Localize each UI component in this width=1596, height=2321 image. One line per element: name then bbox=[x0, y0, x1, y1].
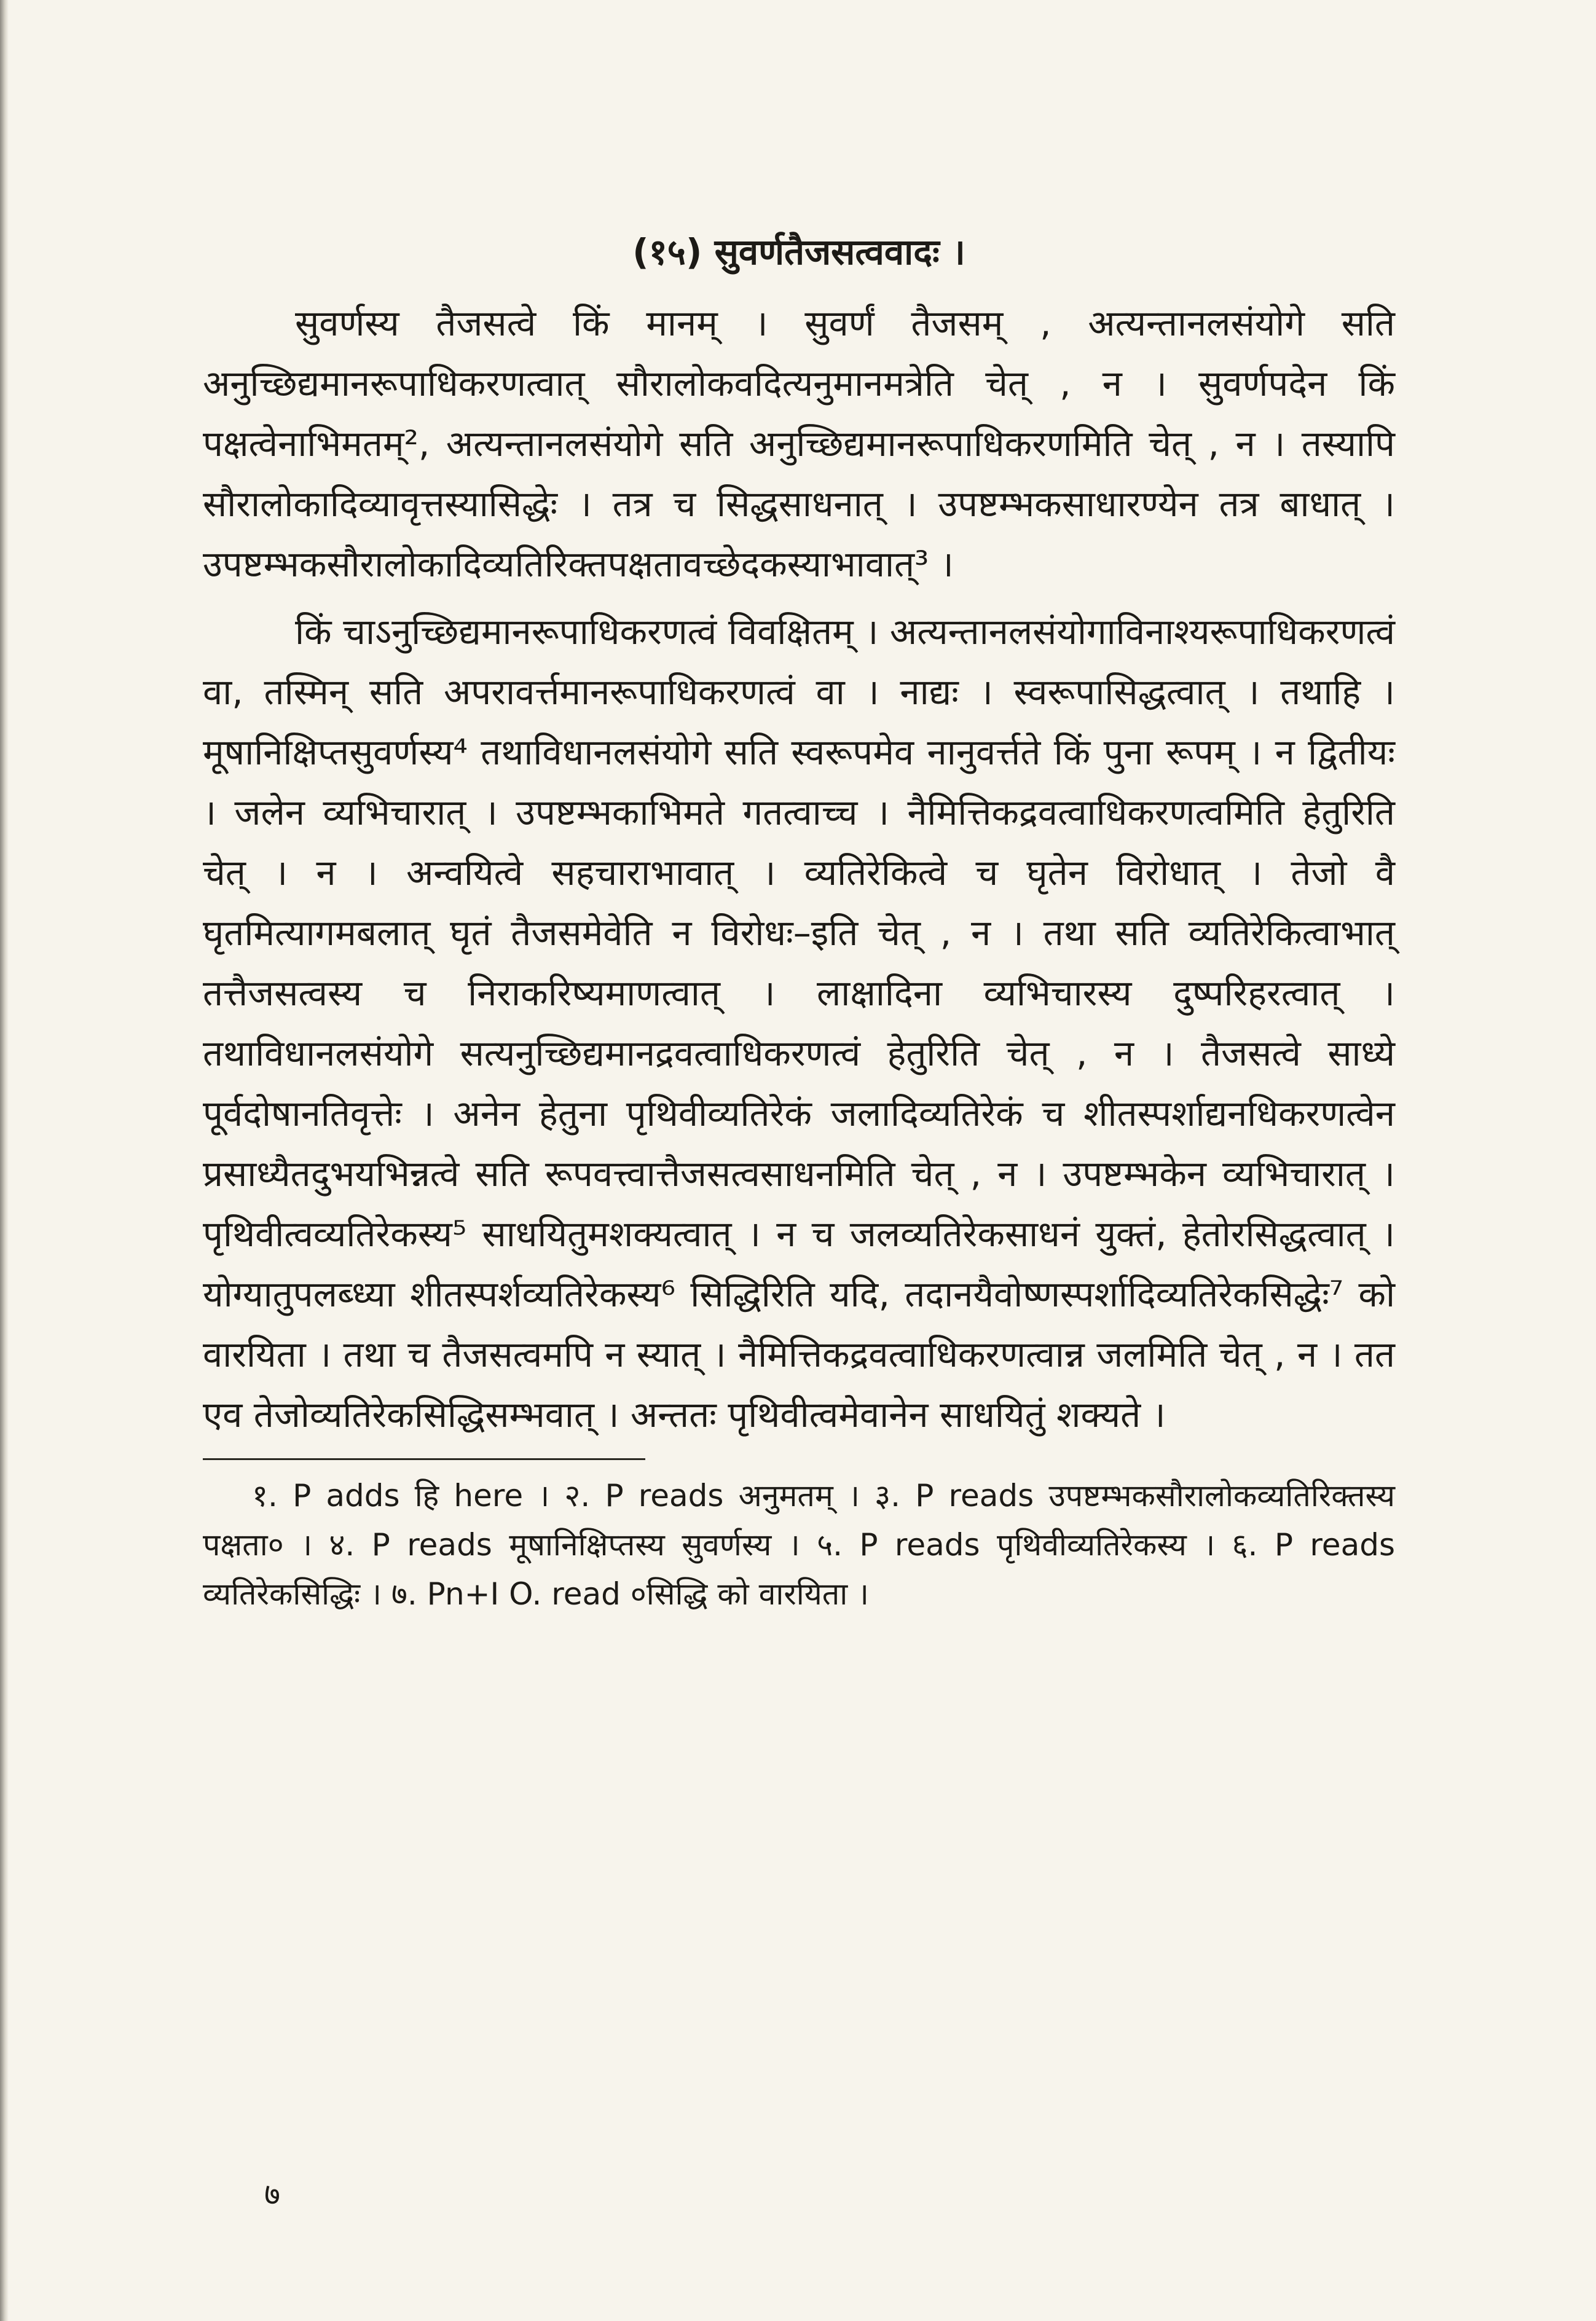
paragraph-1: सुवर्णस्य तैजसत्वे किं मानम् । सुवर्णं तैजसम् , अत्यन्तानलसंयोगे सति अनुच्छिद्यमानरूपाधिकरणत्वात् सौरालोकवदित्यनुमानमत्रेति चेत् , न । सुवर्णपदेन किं पक्षत्वेनाभिमतम्², अत्यन्तानलसंयोगे सति अनुच्छिद्यमानरूपाधिकरणमिति चेत् , न । तस्यापि सौरालोकादिव्यावृत्तस्यासिद्धेः । तत्र च सिद्धसाधनात् । उपष्टम्भकसाधारण्येन तत्र बाधात् । उपष्टम्भकसौरालोकादिव्यतिरिक्तपक्षतावच्छेदकस्याभावात्³ । bbox=[203, 302, 1395, 586]
text-block bbox=[203, 227, 1395, 1619]
page-number: ७ bbox=[264, 2177, 280, 2212]
page-binding-edge bbox=[0, 0, 9, 2321]
paragraph-2: किं चाऽनुच्छिद्यमानरूपाधिकरणत्वं विवक्षितम् । अत्यन्तानलसंयोगाविनाश्यरूपाधिकरणत्वं वा, तस्मिन् सति अपरावर्त्तमानरूपाधिकरणत्वं वा । नाद्यः । स्वरूपासिद्धत्वात् । तथाहि । मूषानिक्षिप्तसुवर्णस्य⁴ तथाविधानलसंयोगे सति स्वरूपमेव नानुवर्त्तते किं पुना रूपम् । न द्वितीयः । जलेन व्यभिचारात् । उपष्टम्भकाभिमते गतत्वाच्च । नैमित्तिकद्रवत्वाधिकरणत्वमिति हेतुरिति चेत् । न । अन्वयित्वे सहचाराभावात् । व्यतिरेकित्वे च घृतेन विरोधात् । तेजो वै घृतमित्यागमबलात् घृतं तैजसमेवेति न विरोधः–इति चेत् , न । तथा सति व्यतिरेकित्वाभात् तत्तैजसत्वस्य च निराकरिष्यमाणत्वात् । लाक्षादिना व्यभिचारस्य दुष्परिहरत्वात् । तथाविधानलसंयोगे सत्यनुच्छिद्यमानद्रवत्वाधिकरणत्वं हेतुरिति चेत् , न । तैजसत्वे साध्ये पूर्वदोषानतिवृत्तेः । अनेन हेतुना पृथिवीव्यतिरेकं जलादिव्यतिरेकं च शीतस्पर्शाद्यनधिकरणत्वेन प्रसाध्यैतदुभयभिन्नत्वे सति रूपवत्त्वात्तैजसत्वसाधनमिति चेत् , न । उपष्टम्भकेन व्यभिचारात् । पृथिवीत्वव्यतिरेकस्य⁵ साधयितुमशक्यत्वात् । न च जलव्यतिरेकसाधनं युक्तं, हेतोरसिद्धत्वात् । योग्यातुपलब्ध्या शीतस्पर्शव्यतिरेकस्य⁶ सिद्धिरिति यदि, तदानयैवोष्णस्पर्शादिव्यतिरेकसिद्धेः⁷ को वारयिता । तथा च तैजसत्वमपि न स्यात् । नैमित्तिकद्रवत्वाधिकरणत्वान्न जलमिति चेत् , न । तत एव तेजोव्यतिरेकसिद्धिसम्भवात् । अन्ततः पृथिवीत्वमेवानेन साधयितुं शक्यते । bbox=[203, 611, 1395, 1436]
footnotes: १. P adds हि here । २. P reads अनुमतम् । ३. P reads उपष्टम्भकसौरालोकव्यतिरिक्तस्य पक्षता० । ४. P reads मूषानिक्षिप्तस्य सुवर्णस्य । ५. P reads पृथिवीव्यतिरेकस्य । ६. P reads व्यतिरेकसिद्धिः । ७. Pn+I O. read ०सिद्धि को वारयिता । bbox=[203, 1478, 1395, 1612]
footnote-rule bbox=[203, 1458, 645, 1460]
section-heading: (१५) सुवर्णतैजसत्ववादः । bbox=[632, 231, 965, 273]
